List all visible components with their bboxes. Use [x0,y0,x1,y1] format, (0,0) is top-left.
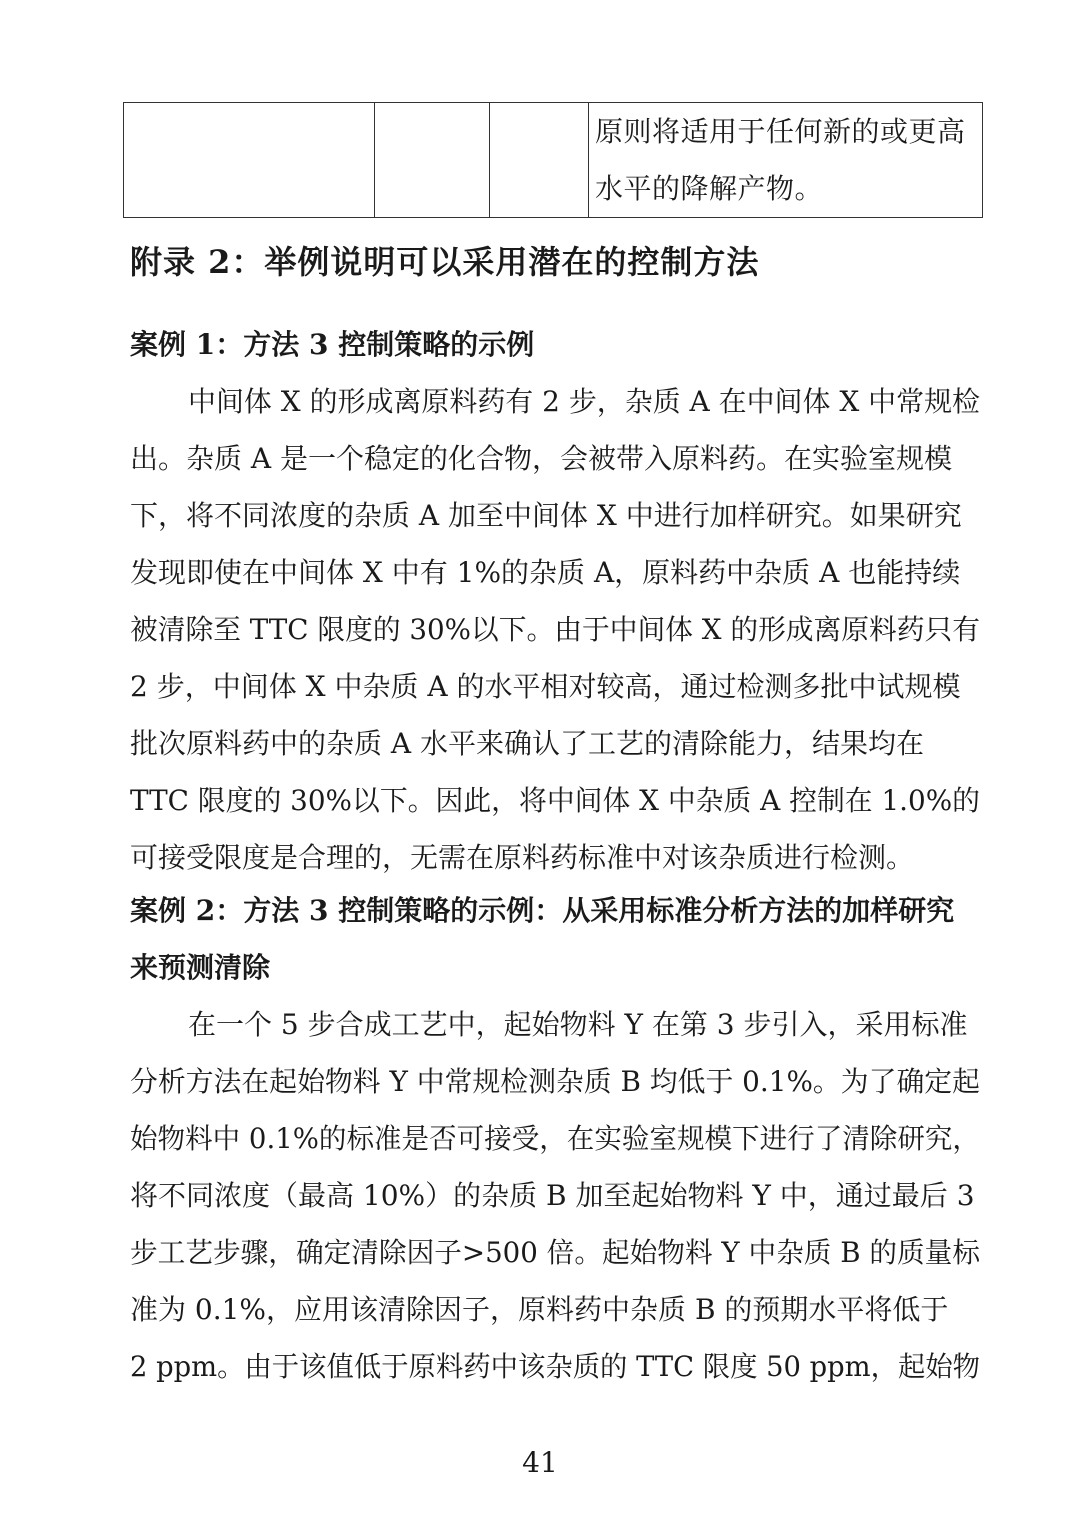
case1-title: 案例 1：方法 3 控制策略的示例 [130,328,535,361]
table-cell-line: 水平的降解产物。 [595,172,824,205]
appendix-title: 附录 2：举例说明可以采用潜在的控制方法 [130,243,760,281]
case1-paragraph-line: 中间体 X 的形成离原料药有 2 步，杂质 A 在中间体 X 中常规检 [188,385,980,418]
case2-paragraph-line: 将不同浓度（最高 10%）的杂质 B 加至起始物料 Y 中，通过最后 3 [130,1179,975,1212]
case1-paragraph-line: 发现即使在中间体 X 中有 1%的杂质 A，原料药中杂质 A 也能持续 [130,556,961,589]
case2-paragraph-line: 准为 0.1%，应用该清除因子，原料药中杂质 B 的预期水平将低于 [130,1293,949,1326]
case1-paragraph-line: 批次原料药中的杂质 A 水平来确认了工艺的清除能力，结果均在 [130,727,925,760]
case1-paragraph-line: 被清除至 TTC 限度的 30%以下。由于中间体 X 的形成离原料药只有 [130,613,980,646]
case1-paragraph-line: 可接受限度是合理的，无需在原料药标准中对该杂质进行检测。 [130,841,915,874]
page-number: 41 [522,1446,558,1479]
case1-paragraph-line: 出。杂质 A 是一个稳定的化合物，会被带入原料药。在实验室规模 [130,442,953,475]
case2-paragraph-line: 分析方法在起始物料 Y 中常规检测杂质 B 均低于 0.1%。为了确定起 [130,1065,981,1098]
case2-title: 来预测清除 [130,951,271,984]
case2-paragraph-line: 步工艺步骤，确定清除因子>500 倍。起始物料 Y 中杂质 B 的质量标 [130,1236,980,1269]
case1-paragraph-line: 下，将不同浓度的杂质 A 加至中间体 X 中进行加样研究。如果研究 [130,499,962,532]
table-cell-empty-1 [124,103,375,218]
case2-title: 案例 2：方法 3 控制策略的示例：从采用标准分析方法的加样研究 [130,894,955,927]
case2-paragraph-line: 始物料中 0.1%的标准是否可接受，在实验室规模下进行了清除研究， [130,1122,980,1155]
case1-paragraph-line: 2 步，中间体 X 中杂质 A 的水平相对较高，通过检测多批中试规模 [130,670,961,703]
table-cell-empty-3 [490,103,589,218]
table-row [124,103,983,218]
table-cell-line: 原则将适用于任何新的或更高 [595,115,966,148]
table-fragment [123,102,983,218]
case2-paragraph-line: 在一个 5 步合成工艺中，起始物料 Y 在第 3 步引入，采用标准 [188,1008,968,1041]
case1-paragraph-line: TTC 限度的 30%以下。因此，将中间体 X 中杂质 A 控制在 1.0%的 [130,784,980,817]
case2-paragraph-line: 2 ppm。由于该值低于原料药中该杂质的 TTC 限度 50 ppm，起始物 [130,1350,981,1383]
table-cell-text [589,103,983,218]
table-cell-empty-2 [375,103,490,218]
